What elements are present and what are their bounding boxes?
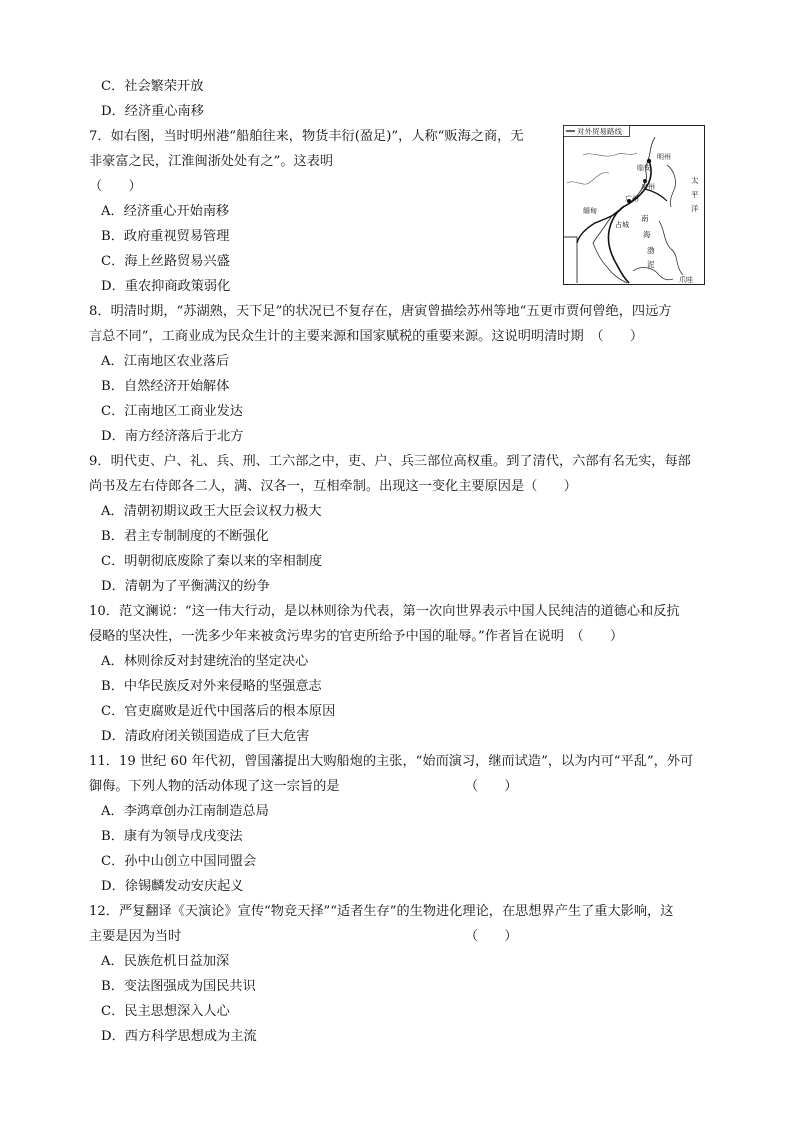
q12-option-b: B．变法图强成为国民共识 (101, 979, 256, 994)
label-miandian: 缅甸 (583, 207, 597, 215)
label-zhancheng: 占城 (615, 221, 629, 229)
q10-stem: 10．范文澜说：“这一伟大行动，是以林则徐为代表，第一次向世界表示中国人民纯洁的道德心和反抗 (89, 604, 680, 619)
q11-option-c: C．孙中山创立中国同盟会 (101, 854, 257, 869)
label-ping: 平 (691, 190, 699, 199)
q9-stem: 9．明代吏、户、礼、兵、刑、工六部之中，吏、户、兵三部位高权重。到了清代，六部有名无实，每部 (89, 454, 691, 469)
q7-option-c: C．海上丝路贸易兴盛 (101, 254, 230, 269)
q8-stem: 8．明清时期，“苏湖熟，天下足”的状况已不复存在，唐寅曾描绘苏州等地“五更市贾何曾绝，四远方 (89, 304, 672, 319)
q6-option-d: D．经济重心南移 (101, 104, 204, 119)
port-marker (647, 159, 651, 163)
q9-option-b: B．君主专制制度的不断强化 (101, 529, 269, 544)
q7-stem: 7．如右图，当时明州港“船舶往来，物货丰衍(盈足)”，人称“贩海之商，无 (89, 129, 524, 144)
trade-route-map (563, 125, 705, 285)
label-guangzhou: 广州 (625, 195, 639, 203)
q7-answer-blank: （ ） (89, 179, 142, 194)
q11-option-d: D．徐锡麟发动安庆起义 (101, 879, 244, 894)
q10-option-c: C．官吏腐败是近代中国落后的根本原因 (101, 704, 336, 719)
label-tai: 太 (691, 176, 699, 185)
q8-stem-cont: 言总不同”，工商业成为民众生计的主要来源和国家赋税的重要来源。这说明明清时期 （ ） (89, 329, 644, 344)
q12-stem: 12．严复翻译《天演论》宣传“物竞天择”“适者生存”的生物进化理论，在思想界产生了重大影响，这 (89, 904, 674, 919)
map-legend-label: 对外贸易路线 (577, 126, 622, 136)
q11-option-a: A．李鸿章创办江南制造总局 (101, 804, 269, 819)
q7-stem-cont: 非豪富之民，江淮闽浙处处有之”。这表明 (89, 154, 334, 169)
q12-stem-cont: 主要是因为当时 （ ） (89, 929, 518, 944)
q11-stem: 11．19 世纪 60 年代初，曾国藩提出大购船炮的主张，“始而演习，继而试造”，以为内可“平乱”，外可 (89, 754, 694, 769)
label-quanzhou: 泉州 (641, 183, 655, 191)
q8-option-c: C．江南地区工商业发达 (101, 404, 243, 419)
q12-option-a: A．民族危机日益加深 (101, 954, 230, 969)
q11-option-b: B．康有为领导戊戌变法 (101, 829, 243, 844)
label-mingzhou: 明州 (657, 153, 671, 161)
q12-option-d: D．西方科学思想成为主流 (101, 1029, 257, 1044)
q9-option-a: A．清朝初期议政王大臣会议权力极大 (101, 504, 322, 519)
q9-option-d: D．清朝为了平衡满汉的纷争 (101, 579, 270, 594)
q9-stem-cont: 尚书及左右侍郎各二人，满、汉各一，互相牵制。出现这一变化主要原因是（ ） (89, 479, 577, 494)
q7-option-a: A．经济重心开始南移 (101, 204, 230, 219)
q7-option-b: B．政府重视贸易管理 (101, 229, 230, 244)
q10-option-b: B．中华民族反对外来侵略的坚强意志 (101, 679, 322, 694)
q7-option-d: D．重农抑商政策弱化 (101, 279, 231, 294)
q9-option-c: C．明朝彻底废除了秦以来的宰相制度 (101, 554, 323, 569)
label-bo: 渤 (647, 246, 655, 255)
label-linan: 临安 (637, 164, 651, 172)
q6-option-c: C．社会繁荣开放 (101, 79, 204, 94)
q10-stem-cont: 侵略的坚决性，一洗多少年来被贪污卑劣的官吏所给予中国的耻辱。”作者旨在说明 （ ） (89, 629, 624, 644)
q11-stem-cont: 御侮。下列人物的活动体现了这一宗旨的是 （ ） (89, 779, 518, 794)
q8-option-d: D．南方经济落后于北方 (101, 429, 244, 444)
q10-option-d: D．清政府闭关锁国造成了巨大危害 (101, 729, 310, 744)
q8-option-b: B．自然经济开始解体 (101, 379, 230, 394)
q8-option-a: A．江南地区农业落后 (101, 354, 230, 369)
label-nan: 南 (641, 214, 649, 223)
label-ni: 泥 (647, 260, 655, 269)
q10-option-a: A．林则徐反对封建统治的坚定决心 (101, 654, 309, 669)
label-hai: 海 (643, 230, 651, 239)
q12-option-c: C．民主思想深入人心 (101, 1004, 230, 1019)
label-zhaowa: 爪哇 (679, 276, 693, 284)
label-yang: 洋 (691, 204, 699, 213)
